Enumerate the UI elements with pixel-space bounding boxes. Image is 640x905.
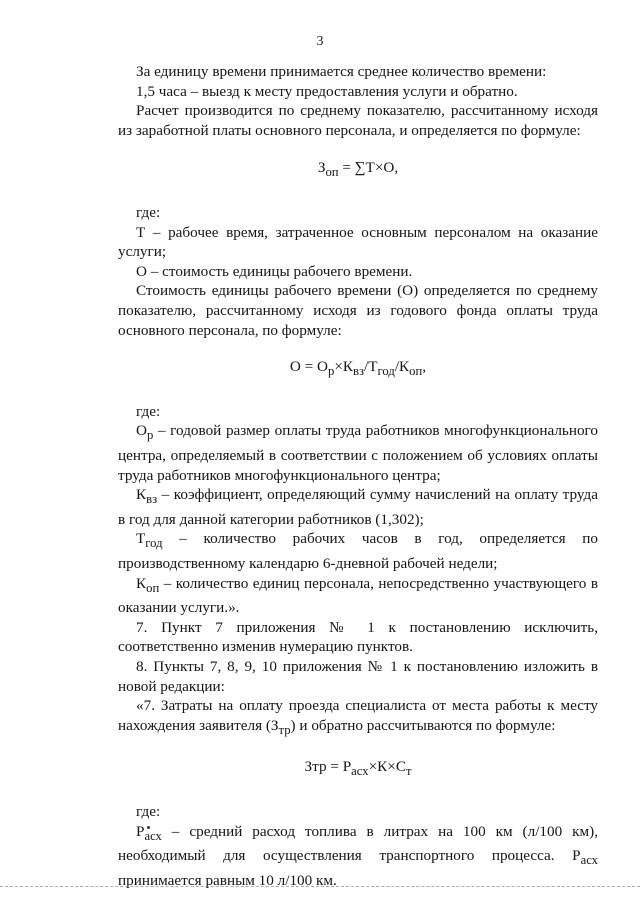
formula-ztr: Зтр = $Р_{асх}\times К\times С_т$ bbox=[304, 758, 412, 779]
quote-item-7: «7. Затраты на оплату проезда специалиста от места работы к месту нахождения заявителя $(З_{тр})$ и обратно рассчитываются по формуле: bbox=[118, 697, 598, 737]
definition-op: $О_р$ – годовой размер оплаты труда работников многофункционального центра, определяемый в соответствии с положением об условиях оплаты труда работников многофункционального центра; bbox=[118, 422, 598, 484]
document-body bbox=[118, 62, 598, 891]
formula-o: $О = О_р\times К_{вз}/Т_{год}/К_{оп}$, bbox=[289, 358, 427, 379]
paragraph: Расчет производится по среднему показателю, рассчитанному исходя из заработной платы основного персонала, и определяется по формуле: bbox=[118, 102, 598, 139]
where-label: где: bbox=[136, 204, 161, 221]
paragraph: Стоимость единицы рабочего времени (О) определяется по среднему показателю, рассчитанному исходя из годового фонда оплаты труда основного персонала, по формуле: bbox=[118, 282, 598, 339]
page-number: 3 bbox=[316, 34, 324, 49]
stray-mark bbox=[147, 826, 150, 829]
paragraph: 1,5 часа – выезд к месту предоставления услуги и обратно. bbox=[136, 82, 518, 100]
item-7: 7. Пункт 7 приложения № 1 к постановлению исключить, соответственно изменив нумерацию пунктов. bbox=[118, 618, 598, 656]
formula-zop: $З_{оп} = \sum Т\times О$, bbox=[317, 159, 399, 180]
definition-tgod: $Т_{год}$ – количество рабочих часов в год, определяется по производственному календарю 6-дневной рабочей недели; bbox=[118, 530, 598, 573]
where-label: где: bbox=[136, 402, 161, 420]
definition-kvz: $К_{вз}$ – коэффициент, определяющий сумму начислений на оплату труда в год для данной категории работников (1,302); bbox=[118, 486, 598, 528]
item-8: 8. Пункты 7, 8, 9, 10 приложения № 1 к постановлению изложить в новой редакции: bbox=[118, 658, 598, 695]
scan-edge-artifact bbox=[0, 886, 640, 889]
paragraph: За единицу времени принимается среднее количество времени: bbox=[136, 63, 547, 80]
definition-t: Т – рабочее время, затраченное основным персоналом на оказание услуги; bbox=[118, 223, 598, 261]
definition-kop: $К_{оп}$ – количество единиц персонала, непосредственно участвующего в оказании услуги.». bbox=[118, 574, 598, 617]
definition-rash: $Р_{асх}$ – средний расход топлива в литрах на 100 км (л/100 км), необходимый для осуществления транспортного процесса. $Р_{асх}$ принимается равным 10 л/100 км. bbox=[118, 822, 598, 889]
where-label: где: bbox=[136, 803, 161, 821]
definition-o: О – стоимость единицы рабочего времени. bbox=[136, 262, 413, 280]
